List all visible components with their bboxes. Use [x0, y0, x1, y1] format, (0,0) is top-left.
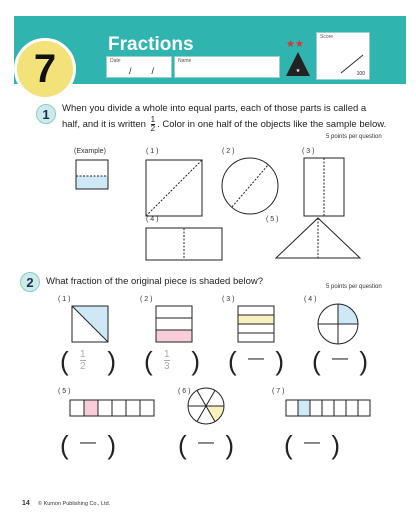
- score-box[interactable]: [316, 32, 370, 80]
- unit-number-badge: 7: [14, 38, 76, 100]
- paren-close: ): [275, 346, 284, 376]
- answer-blank-5: —: [80, 434, 96, 451]
- question-1-number: 1: [36, 104, 56, 124]
- answer-blank-6: —: [198, 434, 214, 451]
- paren-open: (: [312, 346, 321, 376]
- q2-figure-3: [238, 306, 274, 342]
- paren-open: (: [284, 430, 293, 460]
- q1-figure-5: [276, 218, 360, 258]
- answer-box-6[interactable]: [178, 430, 234, 464]
- q1-label-4: ( 4 ): [146, 216, 159, 223]
- q2-points: 5 points per question: [326, 284, 382, 290]
- name-label: Name: [178, 58, 192, 64]
- question-1-text: [62, 101, 402, 133]
- fraction-denominator: 2: [150, 124, 156, 133]
- page-title: Fractions: [108, 34, 194, 55]
- q1-figure-1: [146, 160, 202, 216]
- answer-box-5[interactable]: [60, 430, 116, 464]
- q1-figure-4: [146, 228, 222, 260]
- difficulty-badge: [284, 36, 312, 80]
- answer-box-1[interactable]: [60, 346, 116, 380]
- q2-figure-2: [156, 306, 192, 342]
- q2-figure-4: [318, 304, 358, 344]
- date-label: Date: [110, 58, 121, 64]
- q1-figure-3: [304, 158, 344, 216]
- question-2-number: 2: [20, 272, 40, 292]
- q1-line2: [62, 116, 402, 133]
- paren-close: ): [107, 430, 116, 460]
- q1-label-2: ( 2 ): [222, 148, 235, 155]
- q1-figure-2: [222, 158, 278, 214]
- q2-figure-7: [286, 400, 370, 416]
- q2-figure-6: [188, 388, 224, 424]
- q2-label-4: ( 4 ): [304, 296, 317, 303]
- answer-box-4[interactable]: [312, 346, 368, 380]
- answer-hint-2: [164, 349, 170, 372]
- name-field[interactable]: [174, 56, 280, 78]
- q1-label-5: ( 5 ): [266, 216, 279, 223]
- q1-label-1: ( 1 ): [146, 148, 159, 155]
- score-total: 100: [356, 71, 365, 77]
- paren-open: (: [178, 430, 187, 460]
- answer-box-7[interactable]: [284, 430, 340, 464]
- answer-hint-1: [80, 349, 86, 372]
- svg-text:★: ★: [295, 68, 301, 74]
- answer-blank-3: —: [248, 350, 264, 367]
- answer-blank-4: —: [332, 350, 348, 367]
- q2-label-3: ( 3 ): [222, 296, 235, 303]
- hint-2-denominator: 3: [164, 361, 170, 372]
- answer-box-2[interactable]: [144, 346, 200, 380]
- paren-close: ): [107, 346, 116, 376]
- paren-close: ): [331, 430, 340, 460]
- q1-line1: When you divide a whole into equal parts, each of those parts is called a: [62, 103, 367, 114]
- date-field[interactable]: [106, 56, 172, 78]
- date-slashes: / /: [129, 66, 155, 76]
- paren-close: ): [359, 346, 368, 376]
- paren-open: (: [60, 430, 69, 460]
- q2-label-7: ( 7 ): [272, 388, 285, 395]
- q1-points: 5 points per question: [326, 134, 382, 140]
- q2-figure-5: [70, 400, 154, 416]
- q1-line2a: half, and it is written: [62, 119, 146, 131]
- fraction-numerator: 1: [150, 115, 156, 124]
- paren-open: (: [60, 346, 69, 376]
- q2-label-5: ( 5 ): [58, 388, 71, 395]
- hint-1-denominator: 2: [80, 361, 86, 372]
- q2-label-2: ( 2 ): [140, 296, 153, 303]
- score-label: Score: [320, 34, 334, 40]
- q2-label-6: ( 6 ): [178, 388, 191, 395]
- q1-line2b: . Color in one half of the objects like the sample below.: [157, 119, 387, 131]
- paren-close: ): [191, 346, 200, 376]
- copyright: © Kumon Publishing Co., Ltd.: [38, 501, 111, 507]
- q2-label-1: ( 1 ): [58, 296, 71, 303]
- q1-label-3: ( 3 ): [302, 148, 315, 155]
- paren-open: (: [144, 346, 153, 376]
- question-2-text: What fraction of the original piece is shaded below?: [46, 276, 264, 287]
- answer-box-3[interactable]: [228, 346, 284, 380]
- hint-1-numerator: 1: [80, 349, 86, 360]
- paren-close: ): [225, 430, 234, 460]
- star-icon: [284, 36, 312, 80]
- svg-text:★★: ★★: [286, 39, 304, 50]
- q2-figure-1: [72, 306, 108, 342]
- page-number: 14: [22, 500, 30, 507]
- paren-open: (: [228, 346, 237, 376]
- q1-label-example: (Example): [74, 148, 106, 155]
- one-half-fraction: [151, 116, 155, 133]
- answer-blank-7: —: [304, 434, 320, 451]
- q1-example-figure: [76, 160, 108, 189]
- hint-2-numerator: 1: [164, 349, 170, 360]
